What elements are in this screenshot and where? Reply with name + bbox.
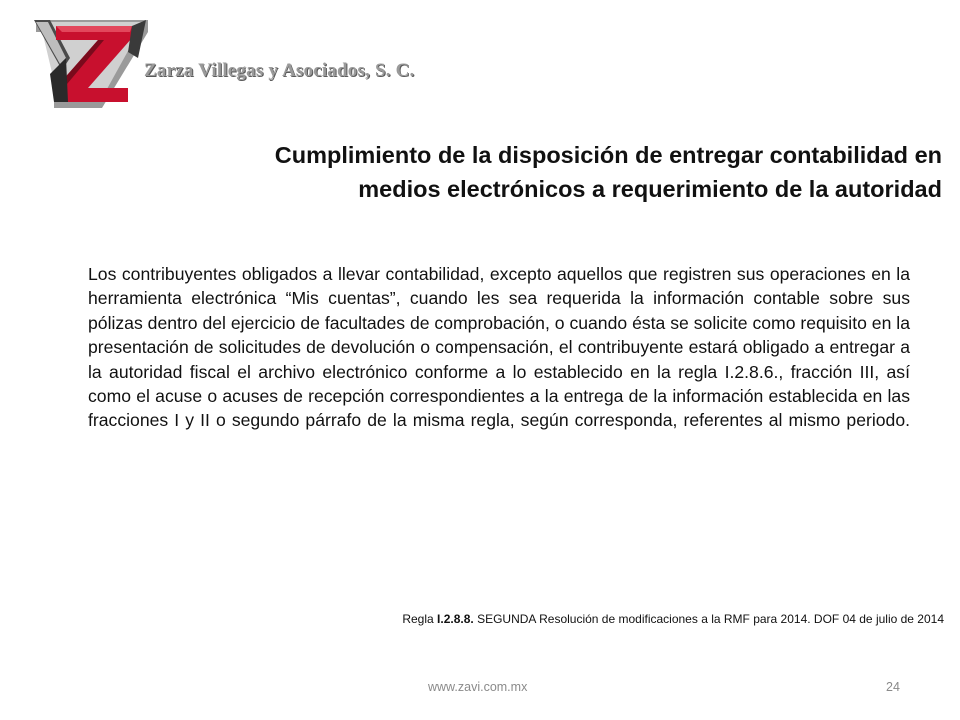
body-paragraph: Los contribuyentes obligados a llevar contabilidad, excepto aquellos que registren sus operaciones en la herramienta electrónica “Mis cuentas”, cuando les sea requerida la información contable sobre sus pólizas dentro del ejercicio de facultades de comprobación, o cuando ésta se solicite como requisito en la presentación de solicitudes de devolución o compensación, el contribuyente estará obligado a entregar a la autoridad fiscal el archivo electrónico conforme a lo establecido en la regla I.2.8.6., fracción III, así como el acuse o acuses de recepción correspondientes a la entrega de la información establecida en las fracciones I y II o segundo párrafo de la misma regla, según corresponda, referentes al mismo periodo. <box>88 264 910 431</box>
reference-note <box>402 612 944 626</box>
page-number: 24 <box>886 680 900 694</box>
reference-text: SEGUNDA Resolución de modificaciones a la RMF para 2014. DOF 04 de julio de 2014 <box>473 612 944 626</box>
zavi-logo <box>32 18 152 110</box>
footer-url: www.zavi.com.mx <box>428 680 528 694</box>
reference-rule: I.2.8.8. <box>437 612 474 626</box>
firm-name: Zarza Villegas y Asociados, S. C. <box>144 60 415 81</box>
reference-prefix: Regla <box>402 612 434 626</box>
title-line-1: Cumplimiento de la disposición de entregar contabilidad en <box>274 142 942 168</box>
slide-title <box>142 138 942 206</box>
title-line-2: medios electrónicos a requerimiento de la autoridad <box>358 176 942 202</box>
